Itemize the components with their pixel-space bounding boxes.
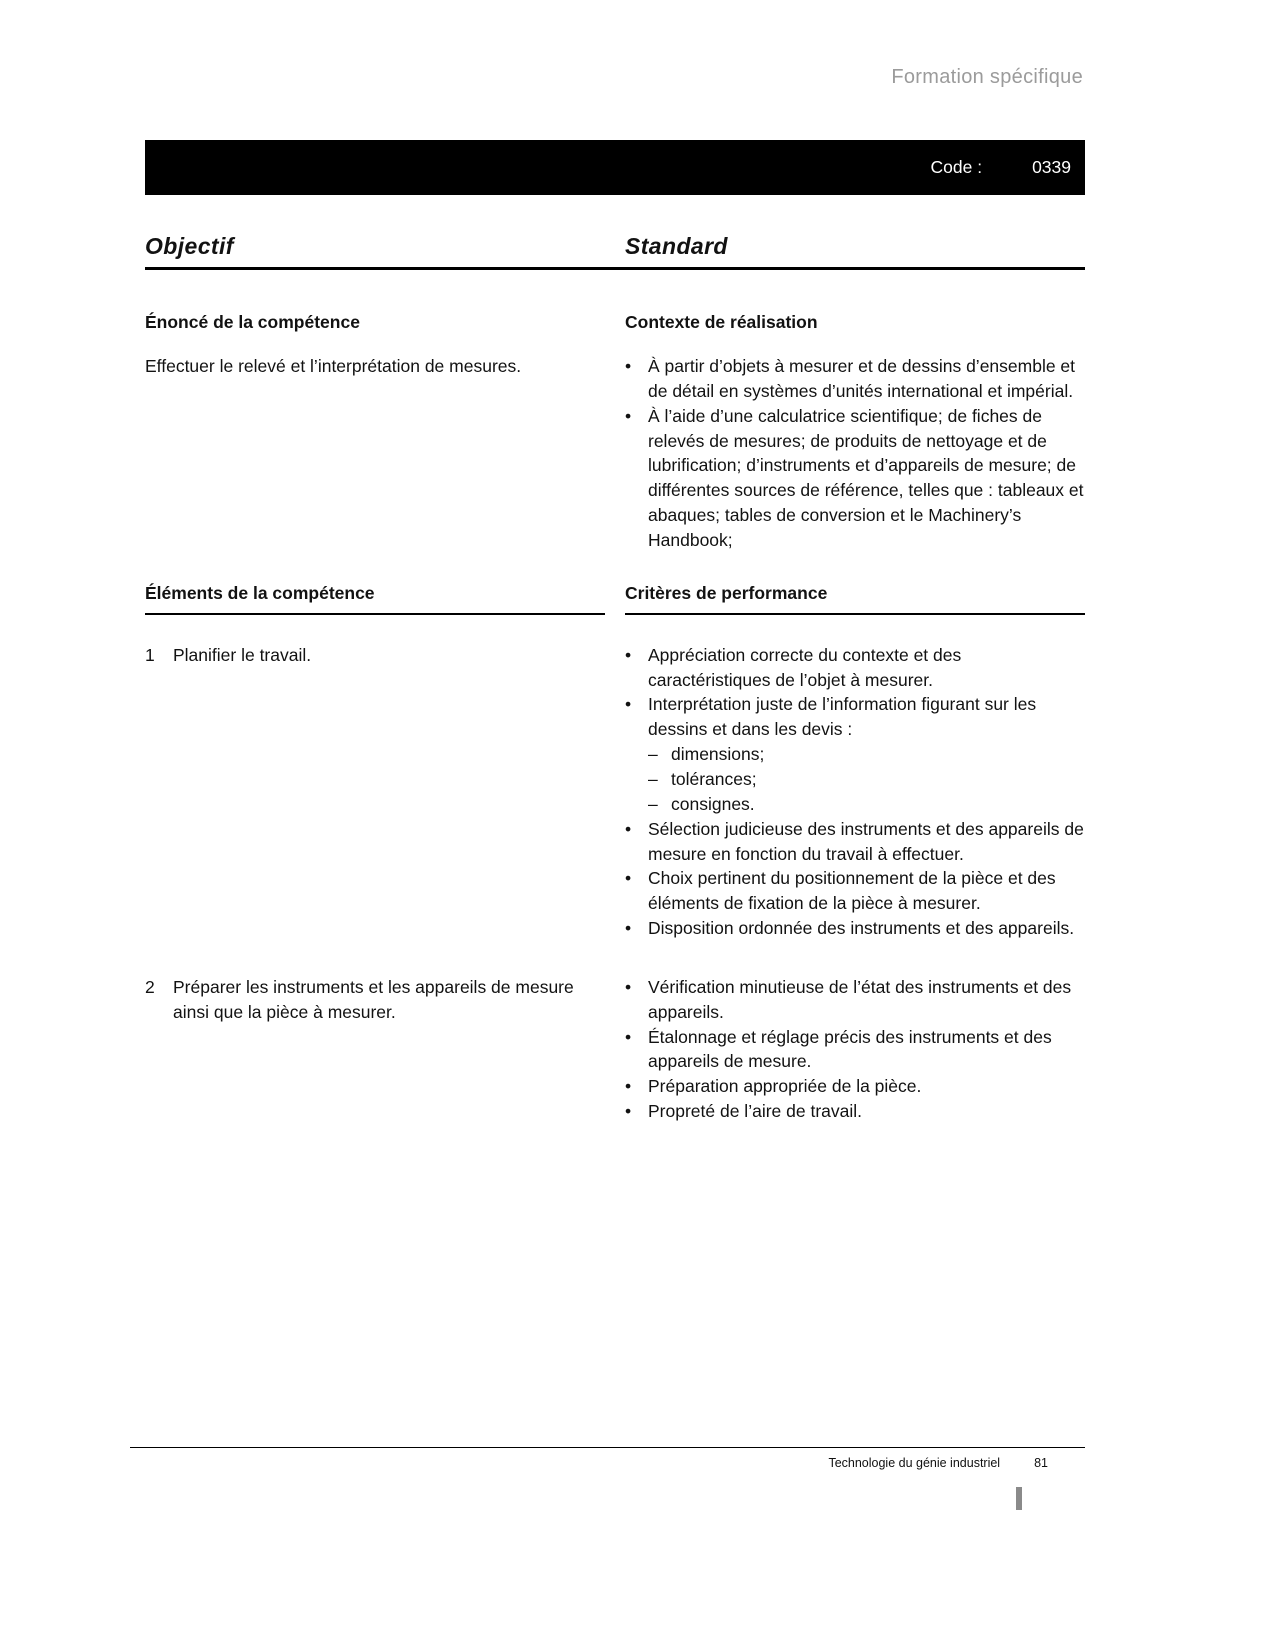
list-item: [625, 817, 1085, 867]
list-item: [625, 692, 1085, 742]
item-text: Planifier le travail.: [173, 644, 312, 665]
sub-item-text: consignes.: [671, 793, 755, 814]
competence-row-2: [145, 975, 1085, 1124]
content-row-1: [145, 354, 1085, 553]
sub-item-text: dimensions;: [671, 744, 765, 765]
sub-item-text: tolérances;: [671, 768, 757, 789]
item-number: 1: [145, 644, 155, 665]
list-item-text: Propreté de l’aire de travail.: [648, 1101, 862, 1122]
column-title-standard: Standard: [625, 233, 728, 259]
bullet-icon: [625, 354, 648, 404]
bullet-icon: [625, 817, 648, 867]
dash-icon: [648, 792, 671, 817]
contexte-bullet-list: [625, 354, 1085, 553]
sub-list-item: [648, 792, 1085, 817]
footer-document-title: Technologie du génie industriel: [828, 1456, 1001, 1470]
list-item-text: Disposition ordonnée des instruments et des appareils.: [648, 918, 1075, 939]
section-heads-row-1: [145, 312, 1085, 333]
list-item: [625, 404, 1085, 553]
list-item-text: Appréciation correcte du contexte et des caractéristiques de l’objet à mesurer.: [648, 644, 962, 690]
bullet-icon: [625, 866, 648, 916]
section-heads-row-2: [145, 583, 1085, 615]
list-item-text: À l’aide d’une calculatrice scientifique; de fiches de relevés de mesures; de produits de nettoyage et de lubrification; d’instruments et d’appareils de mesure; de différentes sources de référence, telles que : tableaux et abaques; tables de conversion et le Machinery’s Handbook;: [648, 405, 1084, 550]
item-text: Préparer les instruments et les appareils de mesure ainsi que la pièce à mesurer.: [173, 976, 574, 1022]
dash-icon: [648, 767, 671, 792]
list-item: [625, 866, 1085, 916]
enonce-body: Effectuer le relevé et l’interprétation de mesures.: [145, 356, 522, 376]
list-item-text: Interprétation juste de l’information figurant sur les dessins et dans les devis :: [648, 694, 1037, 740]
code-label: Code :: [930, 157, 983, 177]
list-item: [625, 975, 1085, 1025]
element-item-2: [145, 975, 605, 1124]
list-item: [625, 1099, 1085, 1124]
document-content: [145, 233, 1085, 1124]
dash-icon: [648, 742, 671, 767]
heading-contexte: Contexte de réalisation: [625, 312, 818, 332]
bullet-icon: [625, 404, 648, 553]
list-item-text: Préparation appropriée de la pièce.: [648, 1076, 922, 1097]
bullet-icon: [625, 1099, 648, 1124]
code-banner: [145, 140, 1085, 195]
list-item-text: À partir d’objets à mesurer et de dessins d’ensemble et de détail en systèmes d’unités international et impérial.: [648, 356, 1076, 401]
print-registration-mark: [1016, 1487, 1022, 1510]
bullet-icon: [625, 975, 648, 1025]
bullet-icon: [625, 916, 648, 941]
section-header-label: Formation spécifique: [891, 66, 1083, 88]
list-item-text: Vérification minutieuse de l’état des instruments et des appareils.: [648, 976, 1072, 1022]
code-value: 0339: [1032, 157, 1071, 177]
list-item: [625, 1025, 1085, 1075]
list-item: [625, 354, 1085, 404]
footer-page-number: 81: [1034, 1456, 1048, 1470]
criteres-bullet-list-1: [625, 643, 1085, 941]
footer-divider: [130, 1447, 1085, 1448]
list-item: [625, 643, 1085, 693]
bullet-icon: [625, 692, 648, 742]
bullet-icon: [625, 643, 648, 693]
column-title-objectif: Objectif: [145, 233, 234, 259]
list-item: [625, 1074, 1085, 1099]
bullet-icon: [625, 1025, 648, 1075]
footer: [828, 1456, 1048, 1470]
element-item-1: [145, 643, 605, 941]
sub-list-item: [648, 767, 1085, 792]
competence-row-1: [145, 643, 1085, 941]
numbered-item: [145, 975, 605, 1025]
heading-enonce: Énoncé de la compétence: [145, 312, 360, 332]
item-number: 2: [145, 976, 155, 997]
list-item-text: Étalonnage et réglage précis des instruments et des appareils de mesure.: [648, 1026, 1052, 1072]
list-item-text: Choix pertinent du positionnement de la pièce et des éléments de fixation de la pièce à mesurer.: [648, 868, 1056, 914]
numbered-item: [145, 643, 605, 668]
criteres-bullet-list-2: [625, 975, 1085, 1124]
sub-list-item: [648, 742, 1085, 767]
list-item: [625, 916, 1085, 941]
heading-elements: Éléments de la compétence: [145, 583, 605, 615]
bullet-icon: [625, 1074, 648, 1099]
heading-criteres: Critères de performance: [625, 583, 1085, 615]
list-item-text: Sélection judicieuse des instruments et des appareils de mesure en fonction du travail à effectuer.: [648, 818, 1084, 864]
column-titles-row: [145, 233, 1085, 270]
